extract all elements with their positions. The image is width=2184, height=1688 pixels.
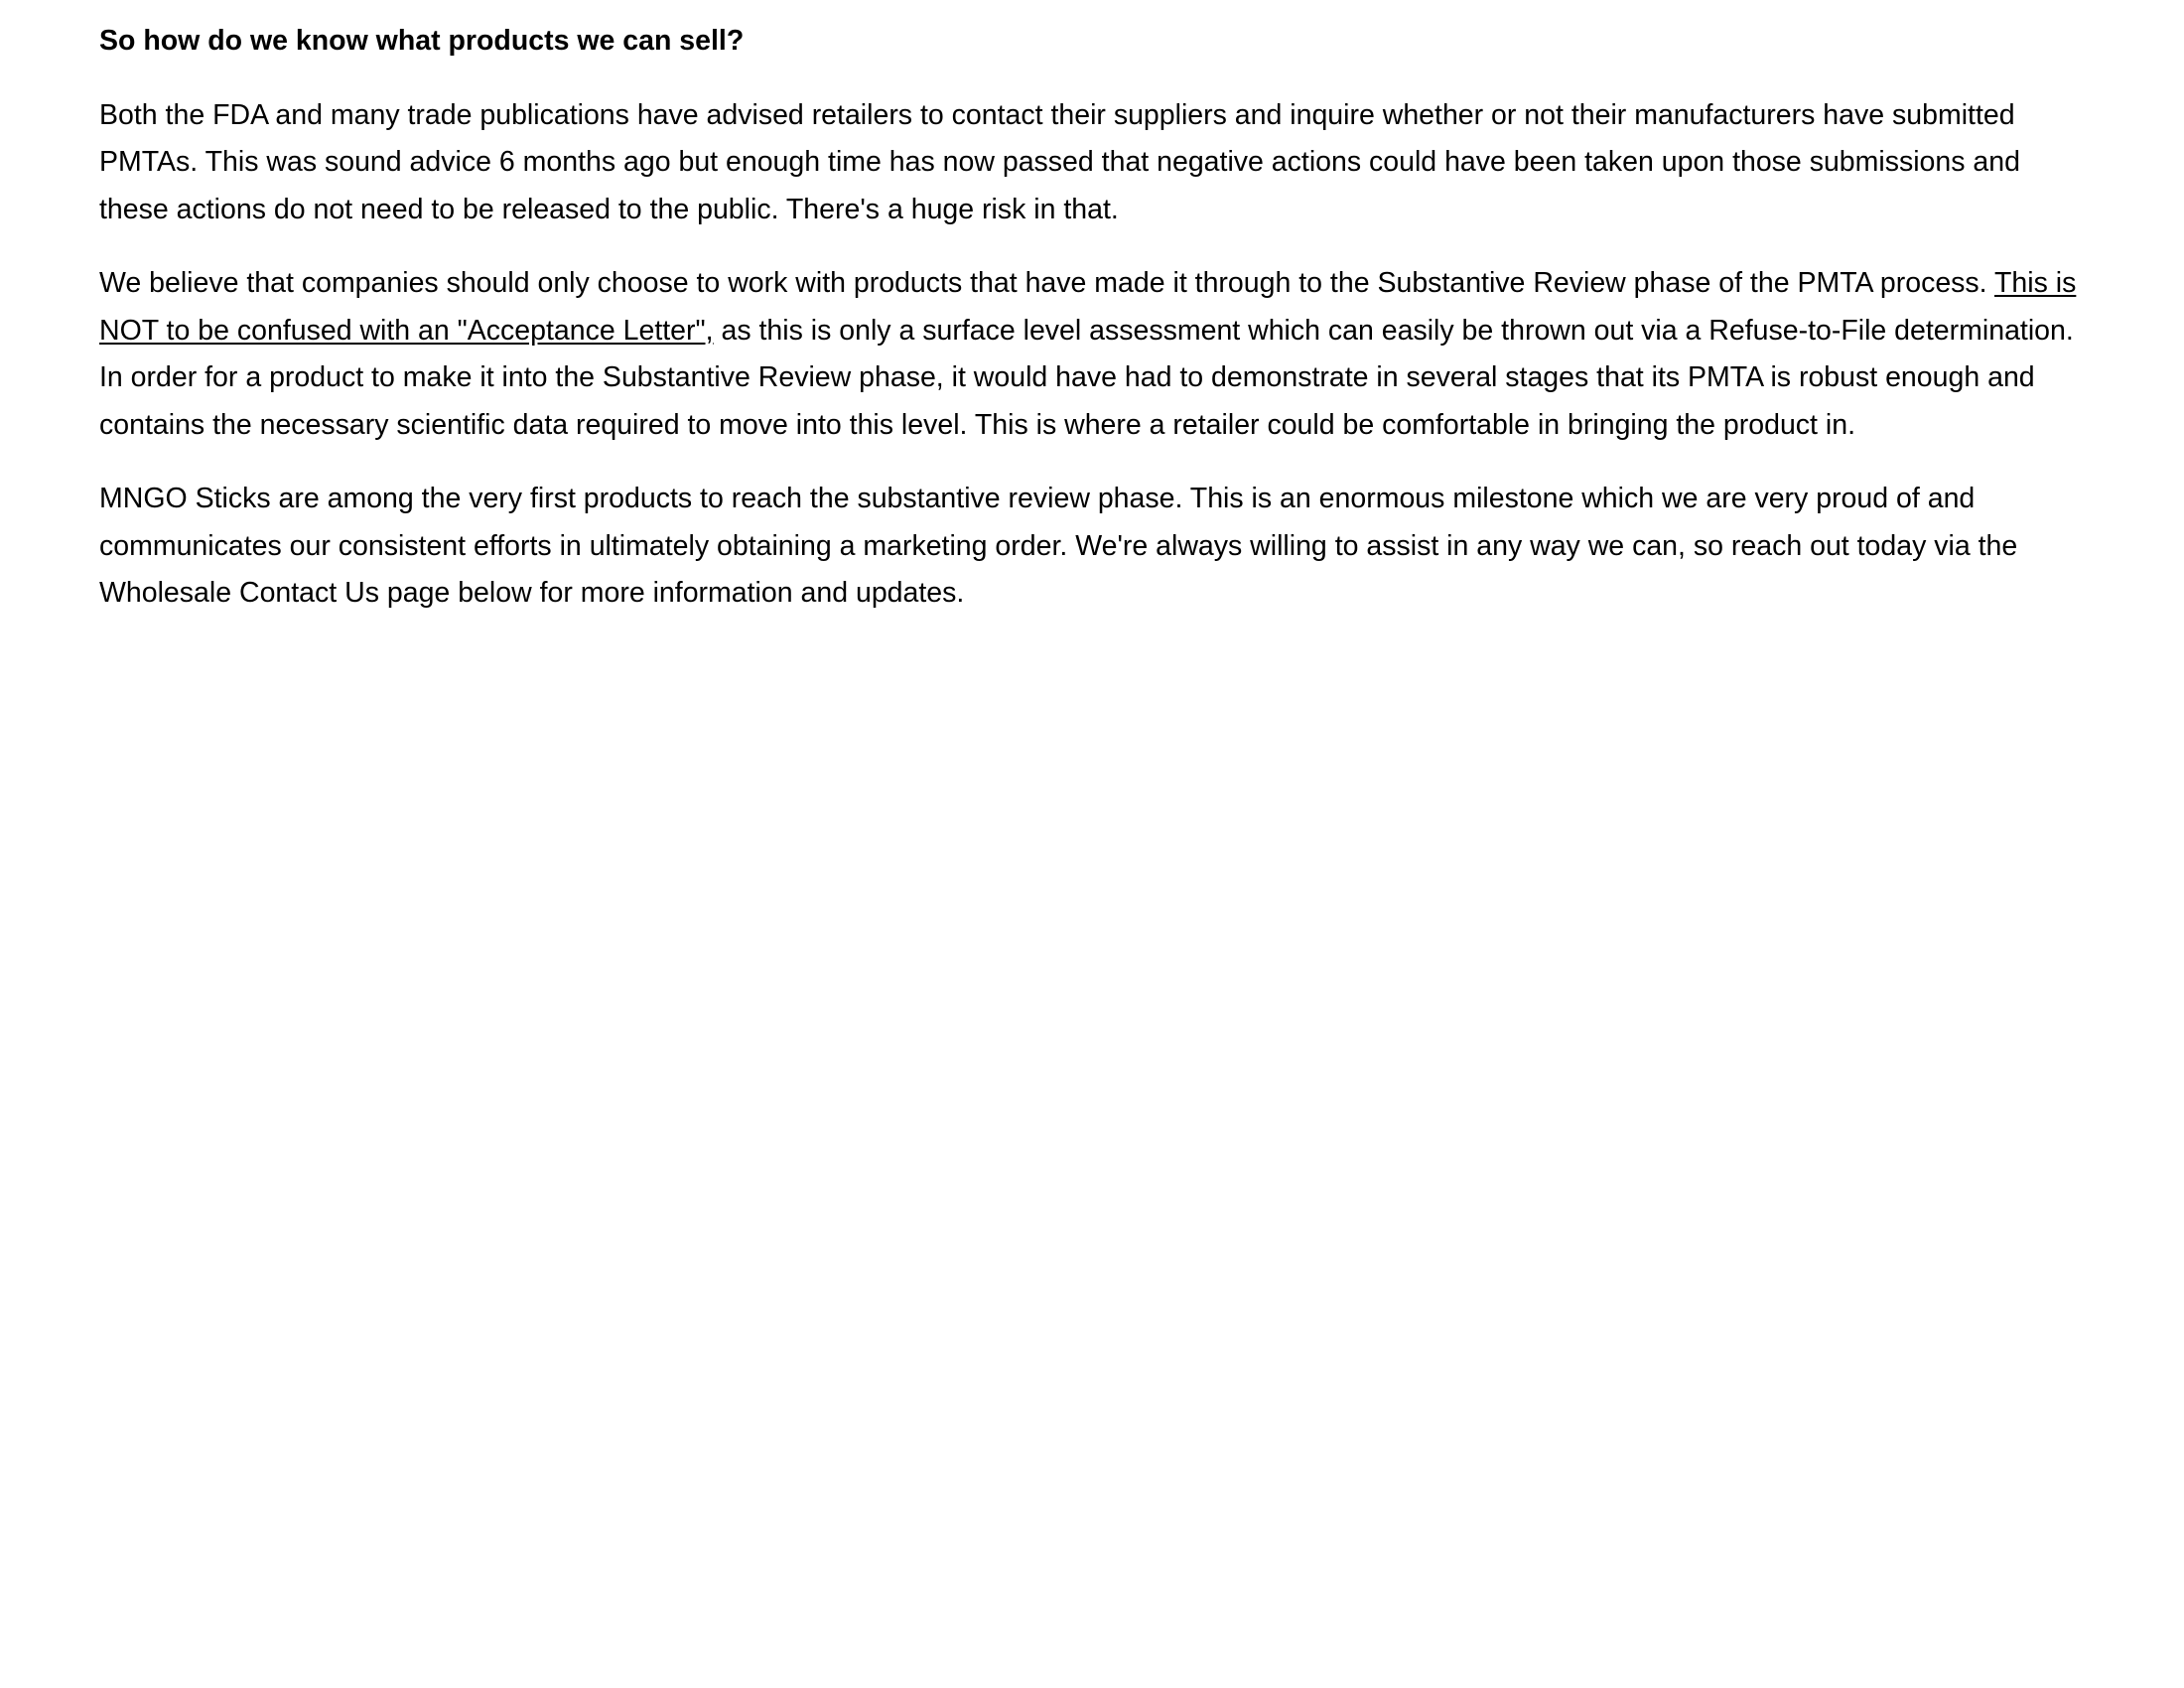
- paragraph-lead-text: We believe that companies should only choose to work with products that have made it through to the Substantive Review phase of the PMTA process.: [99, 267, 1994, 299]
- paragraph-substantive-review: [99, 260, 2095, 449]
- underlined-emphasis-text: This is NOT to be confused with an "Acceptance Letter",: [99, 267, 2077, 347]
- section-heading: So how do we know what products we can sell?: [99, 25, 745, 57]
- document-body: [99, 18, 2095, 644]
- paragraph-mngo-sticks: MNGO Sticks are among the very first products to reach the substantive review phase. This is an enormous milestone which we are very proud of and communicates our consistent efforts in ultimately obtaining a marketing order. We're always willing to assist in any way we can, so reach out today via the Wholesale Contact Us page below for more information and updates.: [99, 483, 2018, 609]
- paragraph-rest-text: as this is only a surface level assessment which can easily be thrown out via a Refuse-to-File determination. In order for a product to make it into the Substantive Review phase, it would have had to demonstrate in several stages that its PMTA is robust enough and contains the necessary scientific data required to move into this level. This is where a retailer could be comfortable in bringing the product in.: [99, 314, 2074, 441]
- paragraph-fda-advice: Both the FDA and many trade publications have advised retailers to contact their suppliers and inquire whether or not their manufacturers have submitted PMTAs. This was sound advice 6 months ago but enough time has now passed that negative actions could have been taken upon those submissions and these actions do not need to be released to the public. There's a huge risk in that.: [99, 98, 2020, 225]
